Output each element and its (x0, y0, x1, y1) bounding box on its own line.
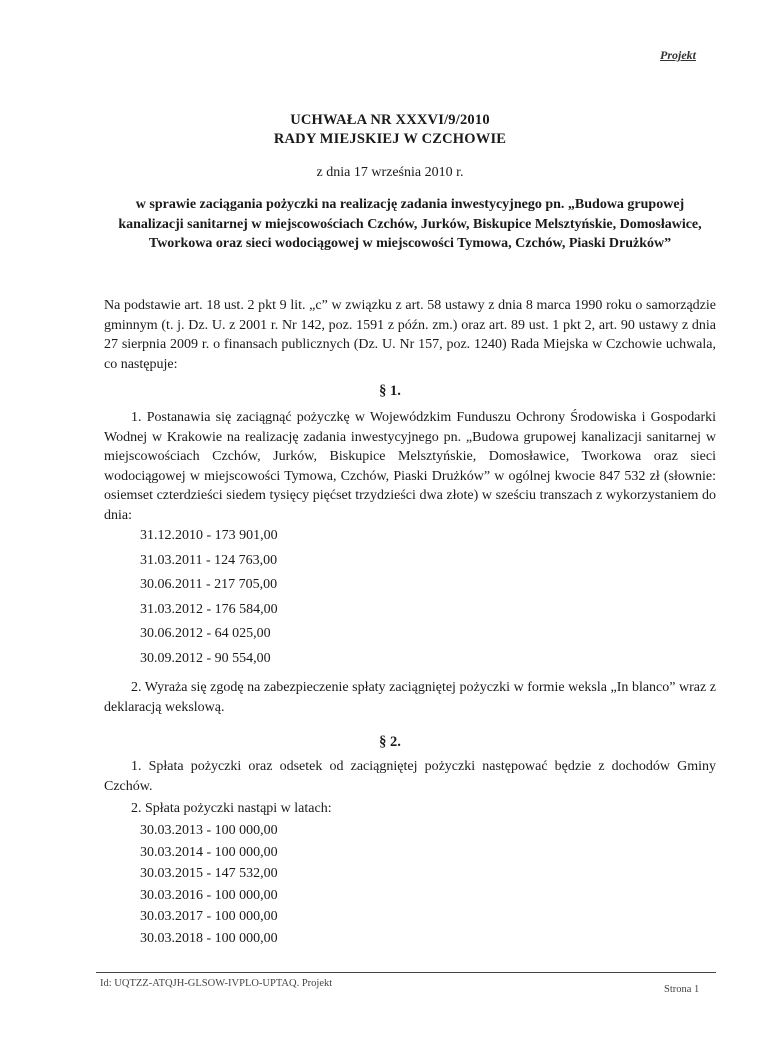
resolution-subject: w sprawie zaciągania pożyczki na realizację zadania inwestycyjnego pn. „Budowa grupowej kanalizacji sanitarnej w miejscowościach Czchów, Jurków, Biskupice Melsztyńskie, Domosławice, Tworkowa oraz sieci wodociągowej w miejscowości Tymowa, Czchów, Piaski Drużków” (118, 197, 702, 251)
draft-label: Projekt (660, 48, 696, 62)
list-item: 30.09.2012 - 90 554,00 (140, 650, 271, 666)
document-id: Id: UQTZZ-ATQJH-GLSOW-IVPLO-UPTAQ. Projekt (100, 978, 333, 989)
list-item: 30.03.2015 - 147 532,00 (140, 866, 278, 882)
tranche-list (140, 524, 278, 672)
council-name: RADY MIEJSKIEJ W CZCHOWIE (273, 131, 507, 147)
resolution-title: UCHWAŁA NR XXXVI/9/2010 (290, 112, 490, 128)
list-item: 31.03.2011 - 124 763,00 (140, 552, 278, 568)
page-number: Strona 1 (664, 984, 700, 995)
list-item: 31.03.2012 - 176 584,00 (140, 601, 278, 617)
section-1-point-1: 1. Postanawia się zaciągnąć pożyczkę w Wojewódzkim Funduszu Ochrony Środowiska i Gospodarki Wodnej w Krakowie na realizację zadania inwestycyjnego pn. „Budowa grupowej kanalizacji sanitarnej w miejscowościach Czchów, Jurków, Biskupice Melsztyńskie, Domosławice, Tworkowa oraz sieci wodociągowej w miejscowości Tymowa, Czchów, Piaski Drużków” w ogólnej kwocie 847 532 zł (słownie: osiemset czterdzieści siedem tysięcy pięćset trzydzieści dwa złote) w sześciu transzach z wykorzystaniem do dnia: (104, 410, 716, 523)
list-item: 30.03.2014 - 100 000,00 (140, 844, 278, 860)
legal-basis-paragraph: Na podstawie art. 18 ust. 2 pkt 9 lit. „c” w związku z art. 58 ustawy z dnia 8 marca 1990 roku o samorządzie gminnym (t. j. Dz. U. z 2001 r. Nr 142, poz. 1591 z późn. zm.) oraz art. 89 ust. 1 pkt 2, art. 90 ustawy z dnia 27 sierpnia 2009 r. o finansach publicznych (Dz. U. Nr 157, poz. 1240) Rada Miejska w Czchowie uchwala, co następuje: (104, 298, 716, 372)
list-item: 30.03.2017 - 100 000,00 (140, 909, 278, 925)
resolution-date: z dnia 17 września 2010 r. (316, 165, 464, 180)
footer-divider (96, 972, 716, 973)
section-1-heading: § 1. (379, 383, 401, 399)
list-item: 30.03.2013 - 100 000,00 (140, 823, 278, 838)
section-2-heading: § 2. (379, 734, 401, 750)
repayment-list (140, 820, 278, 950)
list-item: 31.12.2010 - 173 901,00 (140, 528, 278, 543)
list-item: 30.03.2016 - 100 000,00 (140, 887, 278, 903)
list-item: 30.06.2011 - 217 705,00 (140, 577, 278, 593)
section-2-point-2: 2. Spłata pożyczki nastąpi w latach: (131, 801, 332, 816)
section-1-point-2: 2. Wyraża się zgodę na zabezpieczenie spłaty zaciągniętej pożyczki w formie weksla „In blanco” wraz z deklaracją wekslową. (104, 680, 716, 715)
list-item: 30.06.2012 - 64 025,00 (140, 626, 271, 642)
section-2-point-1: 1. Spłata pożyczki oraz odsetek od zaciągniętej pożyczki następować będzie z dochodów Gminy Czchów. (104, 759, 716, 794)
list-item: 30.03.2018 - 100 000,00 (140, 930, 278, 946)
